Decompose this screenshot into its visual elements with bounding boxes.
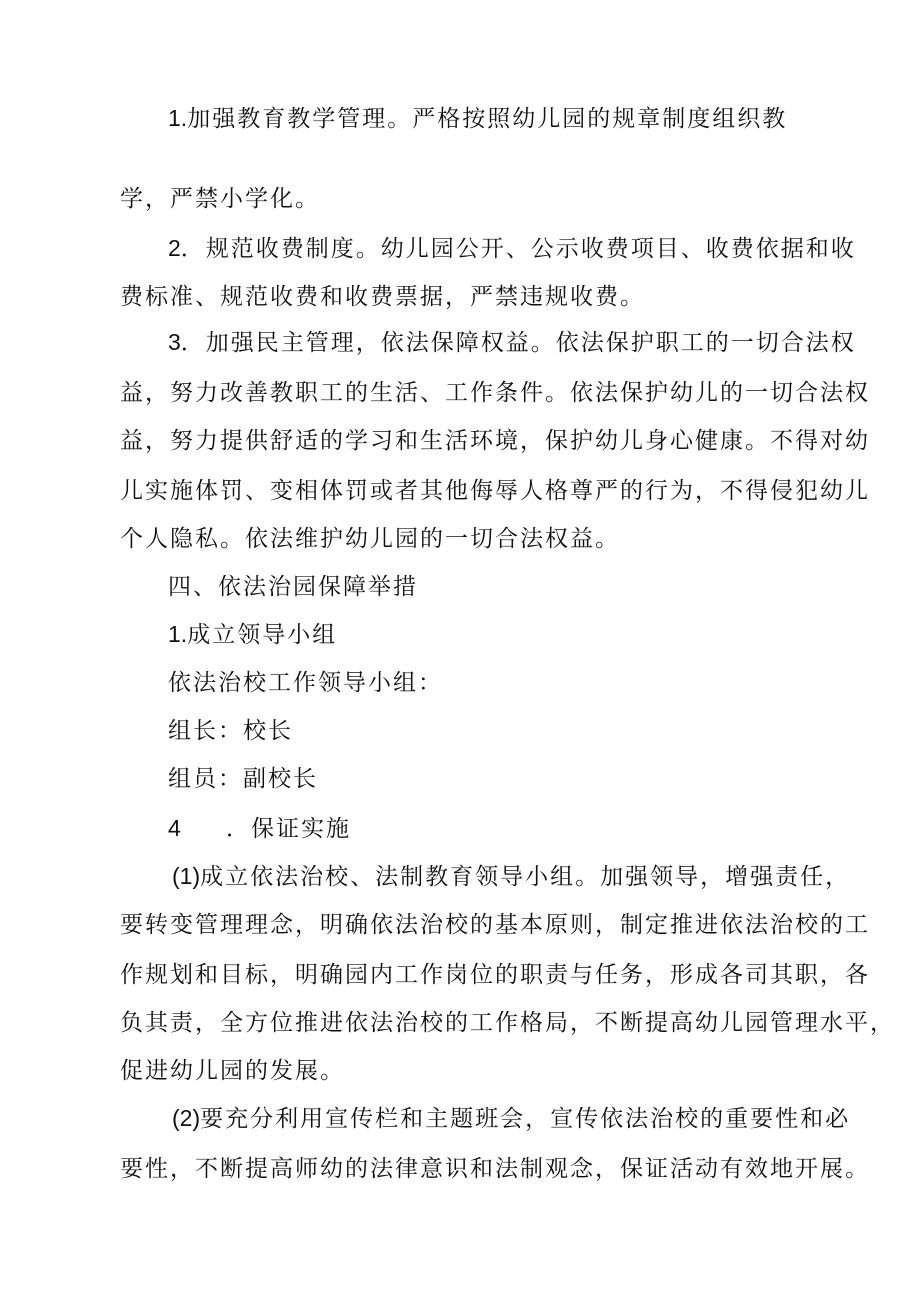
item-number: 1. bbox=[168, 105, 188, 131]
paragraph-3-line-3 bbox=[120, 422, 870, 455]
paragraph-1-line-2 bbox=[120, 180, 320, 213]
item-number: (2) bbox=[172, 1105, 201, 1131]
subitem-1-line-2 bbox=[120, 906, 870, 939]
item-text: 成立领导小组 bbox=[187, 622, 338, 648]
item-number: 1. bbox=[168, 621, 188, 647]
item-1-heading bbox=[168, 616, 337, 649]
paragraph-text: ．规范收费制度。幼儿园公开、公示收费项目、收费依据和收 bbox=[180, 236, 856, 262]
paragraph-1-line-1 bbox=[168, 100, 787, 133]
item-number: (1) bbox=[172, 863, 201, 889]
paragraph-3-line-5 bbox=[120, 520, 620, 553]
paragraph-text: 益，努力改善教职工的生活、工作条件。依法保护幼儿的一切合法权 bbox=[120, 380, 870, 406]
paragraph-text: 要充分利用宣传栏和主题班会，宣传依法治校的重要性和必 bbox=[200, 1106, 851, 1132]
group-leader: 组长：校长 bbox=[168, 718, 293, 744]
item-number: 3 bbox=[168, 329, 181, 355]
subitem-1-line-4 bbox=[120, 1004, 895, 1037]
paragraph-text: 益，努力提供舒适的学习和生活环境，保护幼儿身心健康。不得对幼 bbox=[120, 428, 870, 454]
paragraph-text: 儿实施体罚、变相体罚或者其他侮辱人格尊严的行为，不得侵犯幼儿 bbox=[120, 478, 870, 504]
paragraph-3-line-2 bbox=[120, 374, 870, 407]
subitem-1-line-5 bbox=[120, 1052, 345, 1085]
paragraph-text: 个人隐私。依法维护幼儿园的一切合法权益。 bbox=[120, 526, 620, 552]
item-number: 4 bbox=[168, 815, 181, 841]
paragraph-text: 作规划和目标，明确园内工作岗位的职责与任务，形成各司其职，各 bbox=[120, 962, 870, 988]
paragraph-3-line-4 bbox=[120, 472, 870, 505]
paragraph-text: 成立依法治校、法制教育领导小组。加强领导，增强责任， bbox=[200, 864, 851, 890]
item-text: ．保证实施 bbox=[226, 816, 351, 842]
item-4-heading bbox=[168, 810, 351, 843]
paragraph-text: 要转变管理理念，明确依法治校的基本原则，制定推进依法治校的工 bbox=[120, 912, 870, 938]
subitem-1-line-1 bbox=[172, 858, 850, 891]
subitem-1-line-3 bbox=[120, 956, 870, 989]
paragraph-2-line-2 bbox=[120, 278, 645, 311]
paragraph-3-line-1 bbox=[168, 324, 856, 357]
group-title: 依法治校工作领导小组： bbox=[168, 670, 443, 696]
paragraph-text: 费标准、规范收费和收费票据，严禁违规收费。 bbox=[120, 284, 645, 310]
group-members: 组员：副校长 bbox=[168, 766, 318, 792]
paragraph-text: 要性，不断提高师幼的法律意识和法制观念，保证活动有效地开展。 bbox=[120, 1156, 870, 1182]
paragraph-text: 促进幼儿园的发展。 bbox=[120, 1058, 345, 1084]
paragraph-text: 加强教育教学管理。严格按照幼儿园的规章制度组织教 bbox=[187, 106, 788, 132]
section-heading: 四、依法治园保障举措 bbox=[168, 574, 418, 600]
paragraph-2-line-1 bbox=[168, 230, 856, 263]
item-number: 2 bbox=[168, 235, 181, 261]
subitem-2-line-1 bbox=[172, 1100, 850, 1133]
subitem-2-line-2 bbox=[120, 1150, 870, 1183]
paragraph-text: 负其责，全方位推进依法治校的工作格局，不断提高幼儿园管理水平， bbox=[120, 1010, 895, 1036]
paragraph-text: 学，严禁小学化。 bbox=[120, 186, 320, 212]
paragraph-text: ．加强民主管理，依法保障权益。依法保护职工的一切合法权 bbox=[180, 330, 856, 356]
